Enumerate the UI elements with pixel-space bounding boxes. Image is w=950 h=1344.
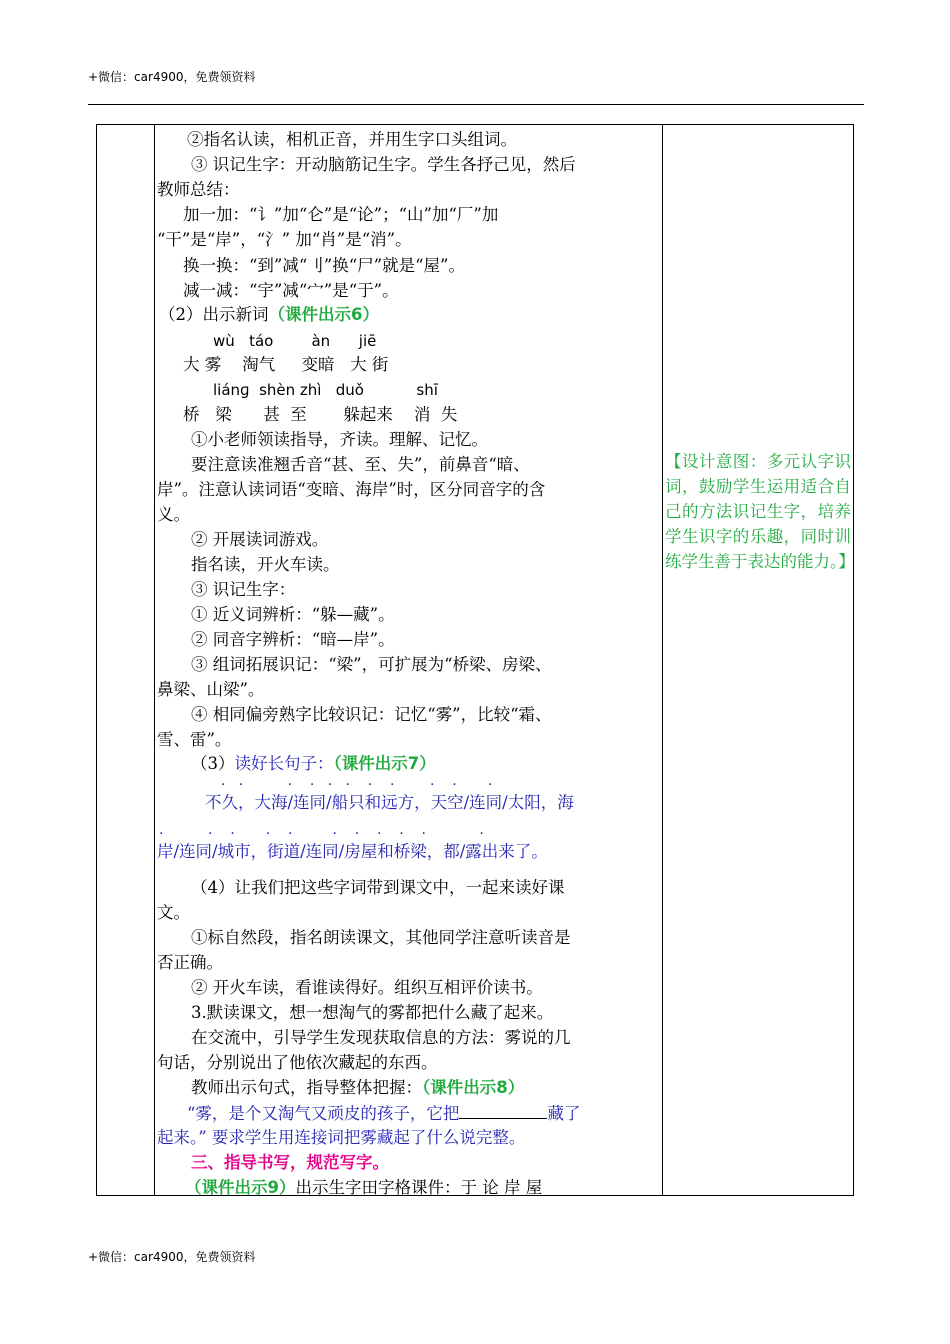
long-sentence-line: 岸/连同/城市，街道/连同/房屋和桥梁，都/露出来了。 [157,842,548,861]
text-line: ③ 组词拓展识记：“梁”，可扩展为“桥梁、房梁、 [191,655,552,674]
text-line [191,753,436,775]
text-line: ①小老师领读指导，齐读。理解、记忆。 [191,430,488,449]
fill-blank [459,1102,547,1119]
text-line: 要注意读准翘舌音“甚、至、失”，前鼻音“暗、 [191,455,530,474]
text-line [191,1077,524,1099]
text-line: （4）让我们把这些字词带到课文中，一起来读好课 [191,878,565,897]
text-line: ② 同音字辨析：“暗—岸”。 [191,630,395,649]
emphasis-dots: . . . . . . . . . . . [159,822,484,838]
courseware-note: （课件出示9） [185,1178,296,1197]
sentence-pattern-line [157,1127,525,1149]
pattern-text: “雾，是个又淘气又顽皮的孩子，它把 [187,1104,460,1123]
text-line: 换一换：“到”减“刂”换“尸”就是“屋”。 [183,256,465,275]
column-divider-2 [662,125,663,1195]
pattern-text: 起来。” [157,1128,207,1147]
courseware-note: （课件出示6） [268,305,379,324]
text-line: 文。 [157,903,190,922]
section-heading: 三、指导书写，规范写字。 [191,1153,389,1172]
instruction-text: 教师出示句式，指导整体把握： [191,1078,422,1097]
text-line [159,304,379,326]
pinyin-line: liánɡ shèn zhì duǒ shī [213,381,438,399]
page-header: +微信：car4900，免费领资料 [88,70,256,84]
text-line: ②指名认读，相机正音，并用生字口头组词。 [187,130,517,149]
header-rule [88,104,864,105]
pattern-text-end: 藏了 [547,1104,581,1123]
lesson-table [96,124,854,1196]
pinyin-line: wù táo àn jiē [213,332,377,350]
text-line: 雪、雷”。 [157,730,232,749]
text-line: ③ 识记生字： [191,580,296,599]
text-line: 教师总结： [157,180,240,199]
text-line: 鼻梁、山梁”。 [157,680,265,699]
text-line: 减一减：“宇”减“宀”是“于”。 [183,281,399,300]
text-line: 在交流中，引导学生发现获取信息的方法：雾说的几 [191,1028,571,1047]
sentence-pattern-line [187,1102,580,1124]
section-title: 读好长句子： [234,754,334,773]
text-line [185,1177,542,1199]
requirement-text: 要求学生用连接词把雾藏起了什么说完整。 [206,1128,526,1147]
section-label: （2）出示新词 [159,305,269,324]
long-sentence-line: 不久，大海/连同/船只和远方，天空/连同/太阳，海 [205,793,574,812]
text-line: ①标自然段，指名朗读课文，其他同学注意听读音是 [191,928,571,947]
word-line: 大 雾 淘气 变暗 大 街 [183,355,389,374]
text-line: 否正确。 [157,953,223,972]
text-line: 岸”。注意认读词语“变暗、海岸”时，区分同音字的含 [157,480,546,499]
courseware-note: （课件出示8） [422,1078,525,1097]
text-line: ② 开火车读，看谁读得好。组织互相评价读书。 [191,978,543,997]
courseware-note: （课件出示7） [333,754,436,773]
text-line: 义。 [157,505,190,524]
design-intent-cell: 【设计意图：多元认字识词，鼓励学生运用适合自己的方法识记生字，培养学生识字的乐趣，同时训练学生善于表达的能力。】 [665,452,855,571]
word-line: 桥 梁 甚 至 躲起来 消 失 [183,405,458,424]
emphasis-dots: . . . . . . . . . . . [212,773,493,789]
text-line: 指名读，开火车读。 [191,555,340,574]
column-divider-1 [154,125,155,1195]
page-footer: +微信：car4900，免费领资料 [88,1250,256,1264]
section-label: （3） [191,754,235,773]
writing-chars: 出示生字田字格课件：于 论 岸 屋 [295,1178,543,1197]
text-line: 句话，分别说出了他依次藏起的东西。 [157,1053,438,1072]
text-line: ② 开展读词游戏。 [191,530,329,549]
text-line: ① 近义词辨析：“躲—藏”。 [191,605,395,624]
text-line: 加一加：“讠”加“仑”是“论”；“山”加“厂”加 [183,205,499,224]
text-line: “干”是“岸”，“氵” 加“肖”是“消”。 [157,230,412,249]
text-line: ③ 识记生字：开动脑筋记生字。学生各抒己见，然后 [191,155,576,174]
text-line: 3.默读课文，想一想淘气的雾都把什么藏了起来。 [191,1003,554,1022]
text-line: ④ 相同偏旁熟字比较识记：记忆“雾”，比较“霜、 [191,705,552,724]
